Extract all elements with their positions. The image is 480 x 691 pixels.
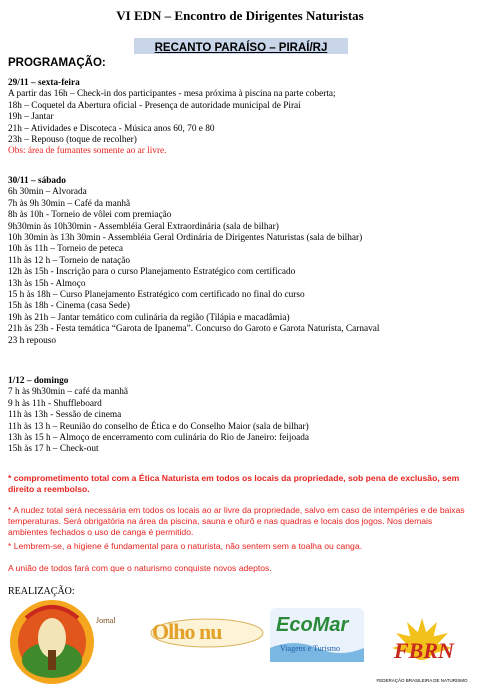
schedule-item: 21h às 23h - Festa temática “Garota de Ipanema”. Concurso do Garoto e Garota Naturista, Carnaval: [8, 324, 380, 335]
ethics-commitment-note: * comprometimento total com a Ética Naturista em todos os locais da propriedade, sob pena de exclusão, sem direito a reembolso.: [8, 473, 460, 495]
schedule-item: 19h às 21h – Jantar temático com culinária da região (Tilápia e macadâmia): [8, 312, 290, 323]
schedule-item: 6h 30min – Alvorada: [8, 187, 87, 198]
day-heading: 30/11 – sábado: [8, 176, 66, 186]
schedule-item: A partir das 16h – Check-in dos participantes - mesa próxima à piscina na parte coberta;: [8, 89, 336, 100]
fbrn-logo: [370, 618, 474, 686]
jornal-logo: [6, 598, 132, 686]
schedule-item: 18h – Coquetel da Abertura oficial - Presença de autoridade municipal de Piraí: [8, 100, 301, 111]
schedule-item: 15h às 18h - Cinema (casa Sede): [8, 301, 130, 312]
ecomar-subtitle: Viagens e Turismo: [280, 644, 340, 653]
fbrn-text: FBRN: [394, 638, 454, 663]
day-heading: 1/12 – domingo: [8, 376, 69, 386]
schedule-item: 8h às 10h - Torneio de vôlei com premiação: [8, 210, 172, 221]
section-heading: PROGRAMAÇÃO:: [8, 57, 106, 69]
page-title: VI EDN – Encontro de Dirigentes Naturistas: [116, 8, 364, 23]
closing-note: A união de todos fará com que o naturismo conquiste novos adeptos.: [8, 563, 272, 573]
schedule-item: 19h – Jantar: [8, 112, 54, 123]
schedule-item: 12h às 15h - Inscrição para o curso Planejamento Estratégico com certificado: [8, 267, 296, 278]
schedule-item: 15h às 17 h – Check-out: [8, 444, 99, 455]
organizers-label: REALIZAÇÃO:: [8, 586, 75, 597]
jornal-emblem-icon: [6, 598, 132, 686]
schedule-item: 7 h às 9h30min – café da manhã: [8, 387, 129, 398]
fbrn-subtitle: FEDERAÇÃO BRASILEIRA DE NATURISMO: [376, 678, 468, 683]
hygiene-note: * Lembrem-se, a higiene é fundamental para o naturista, não sentem sem a toalha ou canga.: [8, 541, 362, 551]
schedule-item: 11h às 12 h – Torneio de natação: [8, 255, 130, 266]
schedule-item: 7h às 9h 30min – Café da manhã: [8, 198, 131, 209]
schedule-item: 9 h às 11h - Shuffleboard: [8, 398, 102, 409]
smoking-note: Obs: área de fumantes somente ao ar livre.: [8, 146, 167, 157]
schedule-item: 15 h às 18h – Curso Planejamento Estratégico com certificado no final do curso: [8, 290, 305, 301]
schedule-item: 23 h repouso: [8, 335, 57, 346]
venue-banner: [134, 38, 348, 54]
venue-title: RECANTO PARAÍSO – PIRAÍ/RJ: [154, 42, 328, 54]
schedule-item: 10h 30min às 13h 30min - Assembléia Geral Ordinária de Dirigentes Naturistas (sala de bilhar): [8, 233, 363, 244]
schedule-item: 21h – Atividades e Discoteca - Música anos 60, 70 e 80: [8, 123, 215, 134]
schedule-item: 11h às 13 h – Reunião do conselho de Ética e do Conselho Maior (sala de bilhar): [8, 421, 309, 432]
schedule-item: 9h30min às 10h30min - Assembléia Geral Extraordinária (sala de bilhar): [8, 221, 279, 232]
schedule-item: 10h às 11h – Torneio de peteca: [8, 244, 124, 255]
schedule-item: 11h às 13h - Sessão de cinema: [8, 410, 122, 421]
day-block-sunday: [8, 376, 309, 456]
ecomar-logo: [270, 608, 364, 662]
nudity-rule-note: * A nudez total será necessária em todos os locais ao ar livre da propriedade, salvo em caso de intempéries e de baixas temperaturas. Será obrigatória na área da piscina, sauna e ofurô e nas quadras e locais dos jogos. Nos demais ambientes fechados o uso de canga é permitido.: [8, 505, 465, 538]
day-block-saturday: [8, 176, 379, 347]
ecomar-text: EcoMar: [276, 614, 349, 636]
olho-nu-logo: [148, 616, 266, 650]
day-heading: 29/11 – sexta-feira: [8, 78, 80, 88]
day-block-friday: [8, 78, 336, 158]
schedule-item: 13h às 15 h – Almoço de encerramento com culinária do Rio de Janeiro: feijoada: [8, 433, 310, 444]
schedule-item: 23h – Repouso (toque de recolher): [8, 135, 137, 146]
jornal-logo-text: Jornal: [96, 616, 116, 625]
schedule-item: 13h às 15h - Almoço: [8, 278, 86, 289]
olho-nu-text: Olho nu: [152, 619, 222, 644]
